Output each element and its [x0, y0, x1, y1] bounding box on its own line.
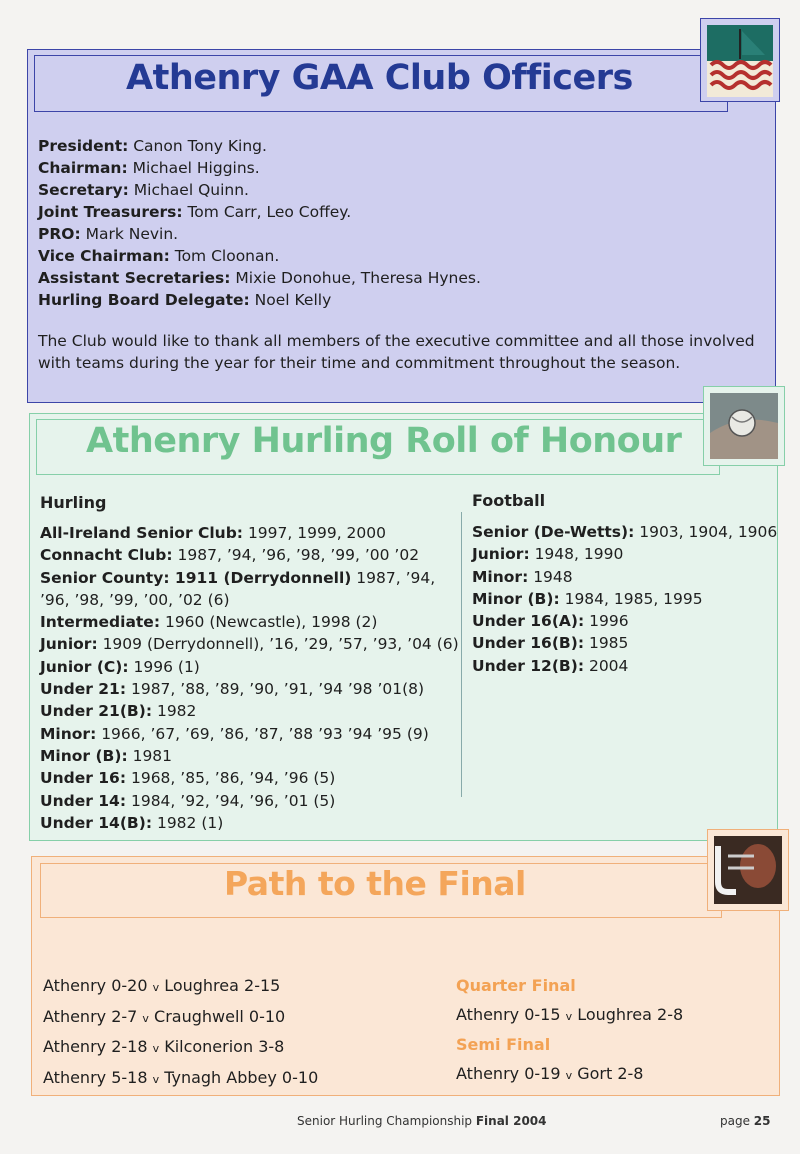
sliotar-thumbnail: [703, 386, 785, 466]
path-title: Path to the Final: [224, 864, 526, 903]
honour-line: Under 14: 1984, ’92, ’94, ’96, ’01 (5): [40, 791, 336, 810]
officer-line: PRO: Mark Nevin.: [38, 225, 179, 243]
page-footer: Senior Hurling Championship Final 2004: [297, 1114, 547, 1128]
honour-line: ’96, ’98, ’99, ’00, ’02 (6): [40, 590, 230, 609]
officer-line: Joint Treasurers: Tom Carr, Leo Coffey.: [38, 203, 352, 221]
officers-title: Athenry GAA Club Officers: [126, 58, 633, 98]
result-line: Athenry 0-19 v Gort 2-8: [456, 1063, 644, 1083]
honour-line: Under 12(B): 2004: [472, 656, 629, 675]
boat-thumbnail: [700, 18, 780, 102]
honour-line: Minor (B): 1984, 1985, 1995: [472, 589, 703, 608]
helmet-icon: [714, 836, 782, 904]
officer-line: President: Canon Tony King.: [38, 137, 267, 155]
honour-line: Under 21(B): 1982: [40, 702, 197, 721]
football-honours-list: [472, 521, 777, 677]
column-divider: [461, 512, 462, 797]
honour-line: Junior: 1909 (Derrydonnell), ’16, ’29, ’57, ’93, ’04 (6): [40, 635, 459, 654]
sliotar-icon: [710, 393, 778, 459]
officer-line: Vice Chairman: Tom Cloonan.: [38, 247, 280, 265]
officer-line: Secretary: Michael Quinn.: [38, 181, 249, 199]
result-line: Athenry 0-15 v Loughrea 2-8: [456, 1004, 684, 1024]
semi-final-label: Semi Final: [456, 1035, 551, 1054]
result-line: Athenry 0-20 v Loughrea 2-15: [43, 976, 281, 995]
officer-line: Chairman: Michael Higgins.: [38, 159, 260, 177]
honour-line: Under 14(B): 1982 (1): [40, 813, 224, 832]
result-line: Athenry 5-18 v Tynagh Abbey 0-10: [43, 1067, 319, 1087]
page-number: page 25: [720, 1114, 771, 1128]
officer-line: Hurling Board Delegate: Noel Kelly: [38, 291, 332, 309]
quarter-final-label: Quarter Final: [456, 976, 576, 995]
honour-line: Connacht Club: 1987, ’94, ’96, ’98, ’99, ’00 ’02: [40, 546, 420, 565]
honour-line: Senior (De-Wetts): 1903, 1904, 1906: [472, 523, 778, 541]
honour-line: All-Ireland Senior Club: 1997, 1999, 2000: [40, 524, 386, 542]
honour-line: Under 16: 1968, ’85, ’86, ’94, ’96 (5): [40, 769, 336, 788]
hurling-heading: Hurling: [40, 493, 107, 512]
boat-icon: [707, 25, 773, 97]
officer-line: Assistant Secretaries: Mixie Donohue, Theresa Hynes.: [38, 269, 481, 287]
result-line: Athenry 2-7 v Craughwell 0-10: [43, 1006, 286, 1026]
honour-line: Minor: 1966, ’67, ’69, ’86, ’87, ’88 ’93 ’94 ’95 (9): [40, 724, 429, 743]
knockout-results: [456, 972, 683, 1090]
football-heading: Football: [472, 491, 546, 510]
honour-line: Under 16(B): 1985: [472, 634, 629, 653]
honour-line: Intermediate: 1960 (Newcastle), 1998 (2): [40, 613, 378, 632]
honour-line: Under 16(A): 1996: [472, 612, 629, 631]
honour-line: Junior (C): 1996 (1): [40, 657, 200, 676]
hurling-honours-list: [40, 522, 459, 834]
roll-title: Athenry Hurling Roll of Honour: [86, 421, 682, 461]
thanks-paragraph: The Club would like to thank all members of the executive committee and all those involved with teams during the year for their time and commitment throughout the season.: [38, 332, 755, 372]
honour-line: Under 21: 1987, ’88, ’89, ’90, ’91, ’94 ’98 ’01(8): [40, 680, 425, 699]
officers-list: [38, 135, 481, 311]
honour-line: Minor (B): 1981: [40, 746, 173, 765]
group-results: [43, 972, 318, 1094]
helmet-thumbnail: [707, 829, 789, 911]
honour-line: Senior County: 1911 (Derrydonnell) 1987, ’94,: [40, 568, 436, 587]
honour-line: Minor: 1948: [472, 567, 573, 586]
honour-line: Junior: 1948, 1990: [472, 545, 624, 564]
result-line: Athenry 2-18 v Kilconerion 3-8: [43, 1037, 285, 1056]
